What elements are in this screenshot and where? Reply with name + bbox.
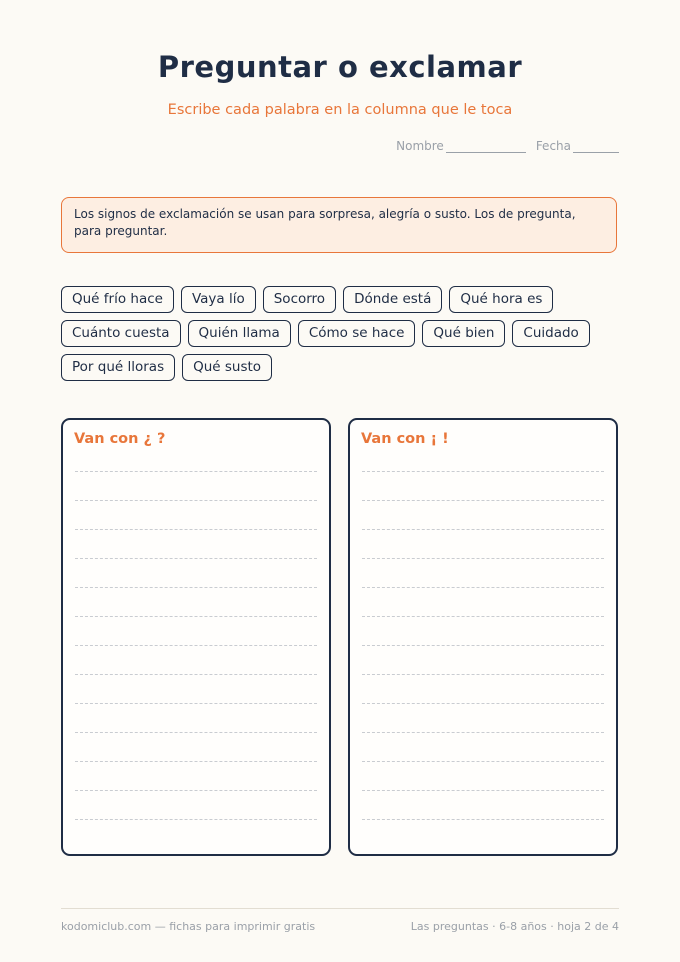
question-column[interactable] (61, 418, 331, 856)
writing-line (362, 588, 604, 617)
word-chip[interactable]: Cómo se hace (298, 320, 416, 347)
writing-line (75, 704, 317, 733)
writing-line (362, 762, 604, 791)
name-date-fields (396, 139, 619, 153)
writing-line (75, 791, 317, 820)
exclamation-column-title: Van con ¡ ! (361, 431, 449, 447)
writing-line (362, 646, 604, 675)
footer-site: kodomiclub.com — fichas para imprimir gratis (61, 920, 316, 933)
footer-divider (61, 908, 619, 909)
page-title: Preguntar o exclamar (157, 50, 523, 84)
writing-line (75, 617, 317, 646)
writing-line (75, 472, 317, 501)
word-chip[interactable]: Por qué lloras (61, 354, 175, 381)
word-chip[interactable]: Qué frío hace (61, 286, 174, 313)
question-column-title: Van con ¿ ? (74, 431, 166, 447)
writing-line (362, 704, 604, 733)
word-chip[interactable]: Cuidado (512, 320, 589, 347)
word-chip[interactable]: Qué susto (182, 354, 272, 381)
name-label: Nombre (396, 139, 444, 153)
writing-line (75, 762, 317, 791)
word-chip[interactable]: Cuánto cuesta (61, 320, 181, 347)
word-chip[interactable]: Qué hora es (449, 286, 553, 313)
name-field[interactable] (396, 139, 526, 153)
word-bank (61, 286, 621, 381)
question-writing-lines[interactable] (75, 471, 317, 820)
writing-line (362, 617, 604, 646)
writing-line (362, 501, 604, 530)
footer-page-info: Las preguntas · 6-8 años · hoja 2 de 4 (410, 920, 619, 933)
writing-line (362, 791, 604, 820)
word-chip[interactable]: Socorro (263, 286, 336, 313)
writing-line (362, 472, 604, 501)
word-chip[interactable]: Quién llama (188, 320, 291, 347)
date-field[interactable] (536, 139, 619, 153)
word-chip[interactable]: Qué bien (422, 320, 505, 347)
writing-line (75, 646, 317, 675)
date-line (573, 140, 619, 153)
instruction-note-text: Los signos de exclamación se usan para sorpresa, alegría o susto. Los de pregunta, para preguntar. (74, 207, 576, 238)
writing-line (75, 501, 317, 530)
name-line (446, 140, 526, 153)
writing-line (75, 530, 317, 559)
instruction-note (61, 197, 617, 253)
page-subtitle: Escribe cada palabra en la columna que le toca (167, 102, 513, 118)
date-label: Fecha (535, 139, 571, 153)
word-chip[interactable]: Vaya lío (181, 286, 256, 313)
writing-line (75, 559, 317, 588)
writing-line (75, 733, 317, 762)
exclamation-column[interactable] (348, 418, 618, 856)
writing-line (362, 733, 604, 762)
writing-line (362, 559, 604, 588)
writing-line (75, 675, 317, 704)
writing-line (75, 588, 317, 617)
exclamation-writing-lines[interactable] (362, 471, 604, 820)
writing-line (362, 530, 604, 559)
word-chip[interactable]: Dónde está (343, 286, 442, 313)
writing-line (362, 675, 604, 704)
